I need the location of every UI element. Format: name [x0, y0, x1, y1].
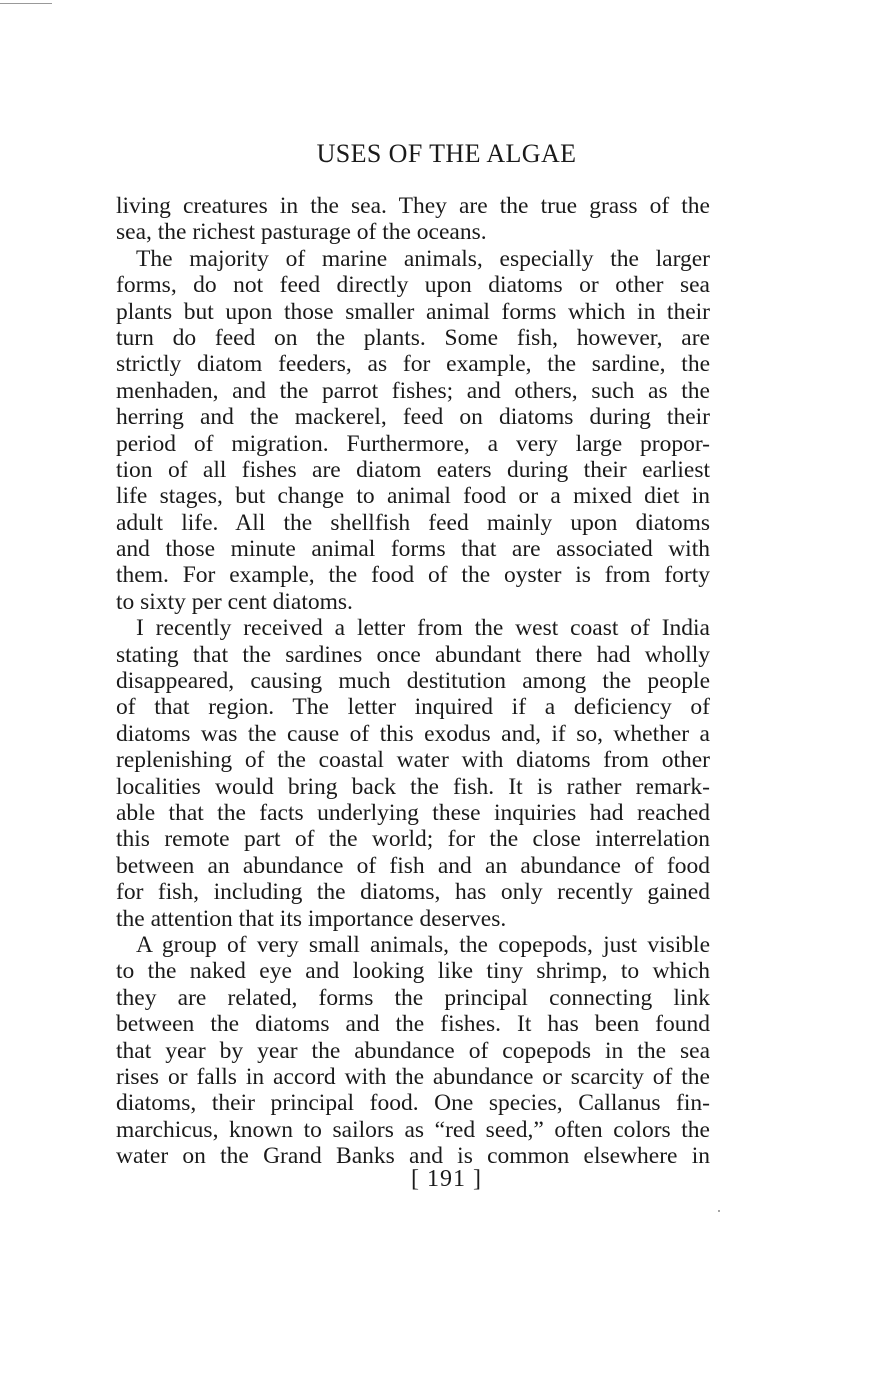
body-text [116, 193, 710, 1169]
text-line: localities would bring back the fish. It is rather remark- [116, 773, 710, 800]
text-line: able that the facts underlying these inquiries had reached [116, 799, 710, 826]
text-line: forms, do not feed directly upon diatoms or other sea [116, 272, 710, 299]
text-line: of that region. The letter inquired if a deficiency of [116, 694, 710, 721]
text-line: the attention that its importance deserves. [116, 905, 507, 932]
text-line: water on the Grand Banks and is common elsewhere in [116, 1143, 710, 1170]
running-head: USES OF THE ALGAE [316, 139, 577, 168]
text-line: this remote part of the world; for the close interrelation [116, 826, 710, 853]
text-line: living creatures in the sea. They are the true grass of the [116, 193, 710, 219]
text-line: stating that the sardines once abundant there had wholly [116, 641, 710, 668]
text-line: period of migration. Furthermore, a very large propor- [116, 430, 710, 457]
text-line: plants but upon those smaller animal forms which in their [116, 298, 710, 325]
text-line: for fish, including the diatoms, has only recently gained [116, 879, 710, 906]
text-line: marchicus, known to sailors as “red seed,” often colors the [116, 1116, 710, 1143]
text-line: menhaden, and the parrot fishes; and others, such as the [116, 377, 710, 404]
paper-speck [718, 1210, 720, 1212]
text-line: tion of all fishes are diatom eaters during their earliest [116, 456, 710, 483]
page-number: [ 191 ] [411, 1166, 482, 1192]
text-line: The majority of marine animals, especially the larger [136, 245, 710, 272]
text-line: sea, the richest pasturage of the oceans. [116, 219, 487, 246]
text-line: herring and the mackerel, feed on diatoms during their [116, 404, 710, 431]
text-line: strictly diatom feeders, as for example, the sardine, the [116, 351, 710, 378]
text-line: I recently received a letter from the west coast of India [136, 615, 710, 642]
text-line: adult life. All the shellfish feed mainly upon diatoms [116, 509, 710, 536]
text-line: they are related, forms the principal connecting link [116, 984, 710, 1011]
corner-rule [0, 3, 52, 4]
text-line: that year by year the abundance of copepods in the sea [116, 1037, 710, 1064]
text-line: life stages, but change to animal food or a mixed diet in [116, 483, 710, 510]
text-line: rises or falls in accord with the abundance or scarcity of the [116, 1063, 710, 1090]
text-line: to sixty per cent diatoms. [116, 588, 353, 615]
text-line: and those minute animal forms that are associated with [116, 536, 710, 563]
text-line: them. For example, the food of the oyster is from forty [116, 562, 710, 589]
text-line: between an abundance of fish and an abundance of food [116, 852, 710, 879]
text-line: diatoms was the cause of this exodus and, if so, whether a [116, 720, 710, 747]
text-line: between the diatoms and the fishes. It has been found [116, 1011, 710, 1038]
text-line: disappeared, causing much destitution among the people [116, 668, 710, 695]
text-line: replenishing of the coastal water with diatoms from other [116, 747, 710, 774]
text-line: diatoms, their principal food. One species, Callanus fin- [116, 1090, 710, 1117]
text-line: to the naked eye and looking like tiny shrimp, to which [116, 958, 710, 985]
text-line: A group of very small animals, the copepods, just visible [136, 931, 710, 958]
text-line: turn do feed on the plants. Some fish, however, are [116, 324, 710, 351]
